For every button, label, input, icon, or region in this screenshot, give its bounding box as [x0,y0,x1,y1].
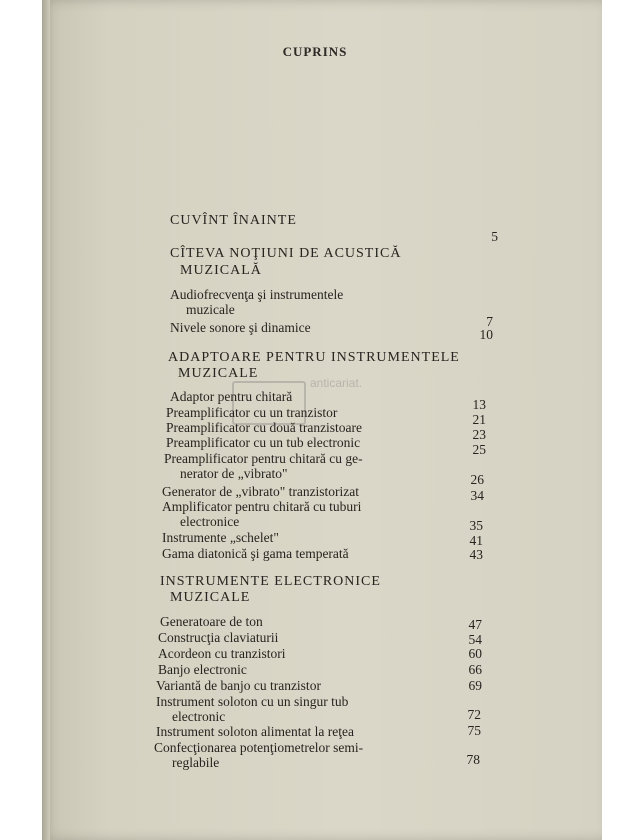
toc-page: 26 [470,472,484,487]
toc-section-adapters-line2: MUZICALE [178,366,259,381]
toc-entry: Instrumente „schelet" [162,530,279,545]
toc-page: 23 [472,427,486,442]
toc-page: 47 [468,617,482,632]
toc-section-acoustics: CÎTEVA NOŢIUNI DE ACUSTICĂ [170,246,402,261]
toc-page: 7 [486,314,493,329]
toc-page: 66 [468,662,482,677]
toc-page: 75 [467,723,481,738]
toc-entry: Preamplificator pentru chitară cu ge- [164,451,363,466]
toc-entry: Acordeon cu tranzistori [158,646,286,661]
toc-entry: Confecţionarea potenţiometrelor semi- [154,740,364,755]
toc-entry: Preamplificator cu un tub electronic [166,435,361,450]
page-binding-edge [42,0,50,840]
page-title: CUPRINS [282,44,348,59]
toc-page: 13 [472,397,486,412]
toc-entry: Variantă de banjo cu tranzistor [156,678,321,693]
toc-entry: Generator de „vibrato" tranzistorizat [162,484,360,499]
toc-page: 54 [468,632,482,647]
toc-entry: Gama diatonică şi gama temperată [162,546,349,561]
toc-entry: Adaptor pentru chitară [170,389,293,404]
toc-entry: Banjo electronic [158,662,247,677]
toc-section-electronic-line2: MUZICALE [170,590,251,605]
toc-entry-line2: nerator de „vibrato" [180,466,288,481]
toc-entry: Preamplificator cu un tranzistor [166,405,338,420]
toc-page: 69 [468,678,482,693]
toc-entry: Nivele sonore şi dinamice [170,320,311,335]
toc-page: 43 [469,547,483,562]
toc-entry: Instrument soloton alimentat la reţea [156,724,354,739]
toc-page: 10 [479,327,493,342]
toc-page: 60 [468,646,482,661]
toc-entry-line2: muzicale [186,302,235,317]
toc-entry-line2: electronice [180,514,240,529]
toc-section-adapters: ADAPTOARE PENTRU INSTRUMENTELE [168,350,460,365]
toc-entry-line2: electronic [172,709,226,724]
toc-page: 78 [466,752,480,767]
toc-entry: Construcţia claviaturii [158,630,279,645]
toc-entry: Preamplificator cu două tranzistoare [166,420,363,435]
toc-entry: Instrument soloton cu un singur tub [156,694,349,709]
toc-page: 34 [470,488,484,503]
toc-entry-foreword: CUVÎNT ÎNAINTE [170,213,297,228]
toc-page: 25 [472,442,486,457]
toc-entry-line2: reglabile [172,755,220,770]
toc-page: 21 [472,412,486,427]
toc-entry: Generatoare de ton [160,614,263,629]
toc-entry: Amplificator pentru chitară cu tuburi [162,499,362,514]
toc-page: 72 [467,707,481,722]
toc-section-acoustics-line2: MUZICALĂ [180,263,262,278]
toc-page: 35 [469,518,483,533]
toc-page: 41 [469,533,483,548]
toc-page-foreword: 5 [491,229,498,244]
watermark-text: anticariat. [310,376,363,390]
toc-section-electronic: INSTRUMENTE ELECTRONICE [160,574,381,589]
toc-entry: Audiofrecvenţa şi instrumentele [170,287,344,302]
